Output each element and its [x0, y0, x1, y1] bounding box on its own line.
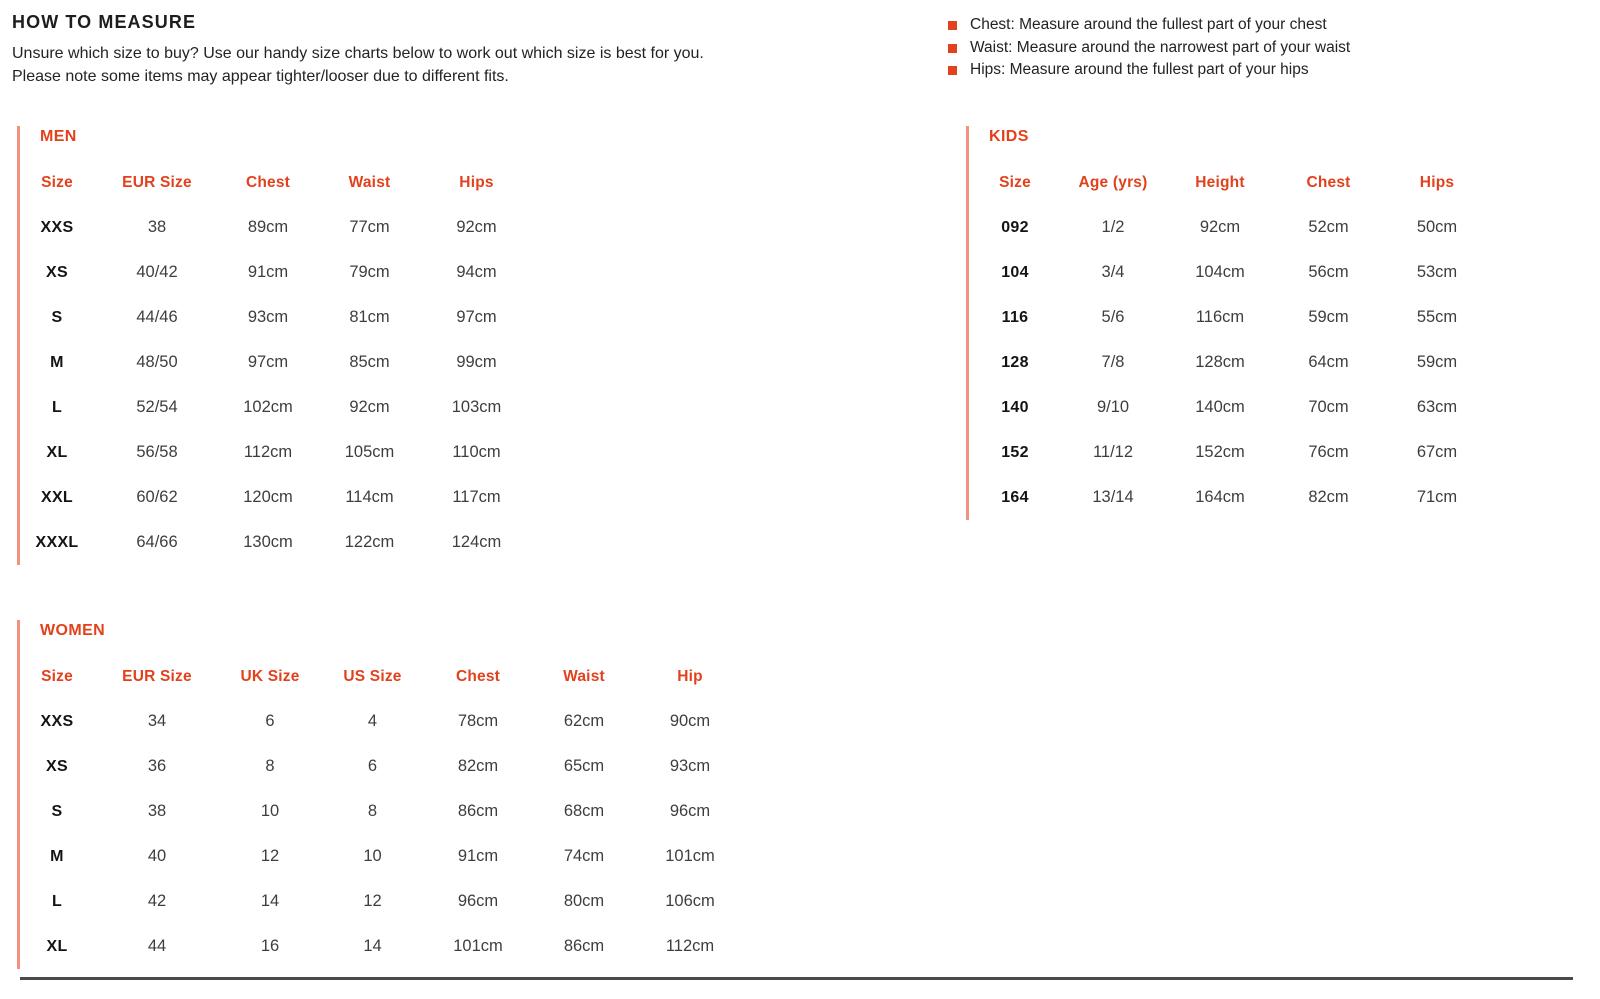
value-cell: 14	[363, 937, 382, 955]
value-cell: 74cm	[563, 847, 605, 865]
value-cell: 48/50	[136, 353, 178, 371]
size-cell: XXL	[40, 488, 74, 506]
kids-size-section	[966, 126, 1492, 520]
table-row	[969, 475, 1492, 520]
size-cell: S	[51, 308, 63, 326]
size-cell: L	[51, 398, 63, 416]
value-cell: 6	[265, 712, 275, 730]
column-header: Waist	[348, 173, 391, 191]
value-cell: 8	[265, 757, 275, 775]
value-cell: 59cm	[1308, 308, 1349, 326]
table-row	[20, 879, 743, 924]
size-cell: 152	[1001, 443, 1029, 461]
value-cell: 40	[147, 847, 167, 865]
value-cell: 86cm	[457, 802, 499, 820]
value-cell: 76cm	[1308, 443, 1349, 461]
value-cell: 116cm	[1195, 308, 1245, 326]
value-cell: 9/10	[1096, 398, 1130, 416]
column-header: Hip	[677, 667, 703, 685]
column-header: Waist	[563, 667, 605, 685]
header-row	[20, 654, 743, 699]
table-row	[969, 250, 1492, 295]
list-item	[948, 14, 1350, 37]
table-row	[20, 205, 530, 250]
value-cell: 16	[260, 937, 280, 955]
value-cell: 52/54	[136, 398, 178, 416]
column-header: Hips	[1419, 173, 1455, 191]
value-cell: 8	[367, 802, 378, 820]
square-bullet-icon	[948, 44, 957, 53]
section-title: MEN	[40, 128, 77, 145]
value-cell: 105cm	[344, 443, 395, 461]
value-cell: 34	[147, 712, 167, 730]
size-cell: M	[50, 353, 64, 371]
size-cell: 104	[1001, 263, 1029, 281]
size-cell: XXS	[40, 712, 74, 730]
column-header: EUR Size	[122, 173, 192, 191]
column-header: Size	[41, 667, 73, 685]
section-title: KIDS	[989, 128, 1029, 145]
value-cell: 44	[147, 937, 167, 955]
table-row	[20, 520, 530, 565]
column-header: Chest	[455, 667, 501, 685]
value-cell: 1/2	[1101, 218, 1125, 236]
value-cell: 91cm	[457, 847, 499, 865]
value-cell: 12	[260, 847, 280, 865]
value-cell: 44/46	[136, 308, 178, 326]
list-item	[948, 59, 1350, 82]
women-size-table	[20, 654, 743, 969]
value-cell: 112cm	[665, 937, 715, 955]
value-cell: 55cm	[1416, 308, 1458, 326]
value-cell: 70cm	[1308, 398, 1349, 416]
kids-size-table	[969, 160, 1492, 520]
value-cell: 67cm	[1416, 443, 1458, 461]
value-cell: 103cm	[451, 398, 502, 416]
value-cell: 40/42	[136, 263, 178, 281]
column-header: Height	[1195, 173, 1245, 191]
value-cell: 36	[147, 757, 167, 775]
value-cell: 52cm	[1308, 218, 1349, 236]
value-cell: 94cm	[456, 263, 497, 281]
value-cell: 152cm	[1195, 443, 1245, 461]
size-cell: XL	[46, 443, 68, 461]
value-cell: 71cm	[1416, 488, 1458, 506]
size-cell: XXXL	[35, 533, 79, 551]
value-cell: 120cm	[243, 488, 293, 506]
value-cell: 64cm	[1308, 353, 1349, 371]
table-row	[20, 295, 530, 340]
value-cell: 85cm	[349, 353, 390, 371]
value-cell: 140cm	[1195, 398, 1245, 416]
value-cell: 80cm	[563, 892, 605, 910]
square-bullet-icon	[948, 66, 957, 75]
value-cell: 78cm	[457, 712, 499, 730]
header-row	[20, 160, 530, 205]
value-cell: 42	[147, 892, 167, 910]
intro-line-1: Unsure which size to buy? Use our handy size charts below to work out which size is best for you.	[12, 45, 704, 62]
value-cell: 96cm	[457, 892, 499, 910]
men-size-section	[17, 126, 530, 565]
value-cell: 77cm	[349, 218, 390, 236]
value-cell: 5/6	[1101, 308, 1125, 326]
value-cell: 10	[260, 802, 280, 820]
column-header: Hips	[459, 173, 494, 191]
value-cell: 89cm	[247, 218, 289, 236]
value-cell: 81cm	[349, 308, 390, 326]
table-row	[969, 430, 1492, 475]
value-cell: 62cm	[563, 712, 605, 730]
table-row	[20, 744, 743, 789]
table-row	[969, 385, 1492, 430]
table-row	[20, 250, 530, 295]
table-row	[969, 295, 1492, 340]
size-cell: 092	[1001, 218, 1029, 236]
value-cell: 92cm	[1199, 218, 1241, 236]
size-cell: XXS	[40, 218, 74, 236]
tip-text: Waist: Measure around the narrowest part of your waist	[970, 38, 1351, 56]
column-header: Age (yrs)	[1078, 173, 1148, 191]
value-cell: 10	[363, 847, 382, 865]
size-cell: M	[50, 847, 64, 865]
value-cell: 90cm	[669, 712, 711, 730]
table-row	[20, 924, 743, 969]
value-cell: 53cm	[1416, 263, 1458, 281]
tip-text: Chest: Measure around the fullest part of your chest	[970, 16, 1327, 33]
table-row	[20, 789, 743, 834]
size-cell: 140	[1001, 398, 1029, 416]
value-cell: 104cm	[1195, 263, 1245, 281]
column-header: Size	[999, 173, 1031, 191]
square-bullet-icon	[948, 21, 957, 30]
value-cell: 93cm	[247, 308, 289, 326]
value-cell: 3/4	[1101, 263, 1125, 281]
value-cell: 91cm	[247, 263, 289, 281]
value-cell: 12	[363, 892, 382, 910]
value-cell: 6	[367, 757, 378, 775]
value-cell: 38	[147, 218, 167, 236]
value-cell: 101cm	[665, 847, 715, 865]
value-cell: 101cm	[453, 937, 503, 955]
table-row	[20, 475, 530, 520]
size-cell: S	[51, 802, 63, 820]
column-header: Chest	[1306, 173, 1351, 191]
list-item	[948, 37, 1350, 60]
value-cell: 117cm	[452, 488, 501, 506]
value-cell: 114cm	[345, 488, 394, 506]
tip-text: Hips: Measure around the fullest part of your hips	[970, 61, 1309, 78]
table-row	[20, 834, 743, 879]
value-cell: 59cm	[1416, 353, 1458, 371]
value-cell: 65cm	[563, 757, 605, 775]
value-cell: 4	[367, 712, 378, 730]
value-cell: 86cm	[563, 937, 605, 955]
header-row	[969, 160, 1492, 205]
women-size-section	[17, 620, 743, 969]
size-cell: XS	[46, 757, 68, 775]
value-cell: 79cm	[349, 263, 390, 281]
value-cell: 7/8	[1101, 353, 1125, 371]
size-cell: 164	[1001, 488, 1029, 506]
table-row	[20, 430, 530, 475]
value-cell: 82cm	[1308, 488, 1349, 506]
bottom-divider	[20, 977, 1573, 980]
measuring-tips-list	[948, 14, 1350, 82]
section-title: WOMEN	[40, 622, 106, 639]
value-cell: 106cm	[665, 892, 715, 910]
value-cell: 68cm	[563, 802, 605, 820]
column-header: Chest	[245, 173, 291, 191]
value-cell: 164cm	[1195, 488, 1245, 506]
size-cell: XL	[46, 937, 68, 955]
value-cell: 38	[147, 802, 167, 820]
value-cell: 11/12	[1092, 443, 1134, 461]
value-cell: 96cm	[669, 802, 711, 820]
table-row	[969, 340, 1492, 385]
table-row	[20, 699, 743, 744]
value-cell: 97cm	[247, 353, 289, 371]
value-cell: 122cm	[344, 533, 395, 551]
size-cell: 116	[1001, 308, 1029, 326]
value-cell: 56cm	[1308, 263, 1349, 281]
column-header: US Size	[343, 667, 402, 685]
value-cell: 128cm	[1195, 353, 1245, 371]
value-cell: 56/58	[136, 443, 178, 461]
value-cell: 92cm	[456, 218, 497, 236]
table-row	[969, 205, 1492, 250]
column-header: Size	[41, 173, 73, 191]
value-cell: 97cm	[456, 308, 497, 326]
value-cell: 102cm	[243, 398, 293, 416]
men-size-table	[20, 160, 530, 565]
value-cell: 50cm	[1416, 218, 1458, 236]
value-cell: 124cm	[451, 533, 502, 551]
column-header: UK Size	[240, 667, 300, 685]
size-cell: XS	[46, 263, 68, 281]
intro-text	[12, 42, 852, 88]
page-title: HOW TO MEASURE	[12, 12, 197, 32]
size-cell: L	[51, 892, 63, 910]
size-cell: 128	[1001, 353, 1029, 371]
value-cell: 99cm	[456, 353, 497, 371]
table-row	[20, 340, 530, 385]
value-cell: 93cm	[669, 757, 711, 775]
value-cell: 110cm	[452, 443, 501, 461]
value-cell: 13/14	[1092, 488, 1134, 506]
value-cell: 14	[260, 892, 280, 910]
value-cell: 130cm	[243, 533, 293, 551]
value-cell: 64/66	[136, 533, 178, 551]
table-row	[20, 385, 530, 430]
value-cell: 92cm	[349, 398, 390, 416]
page-header	[12, 12, 852, 88]
value-cell: 82cm	[457, 757, 499, 775]
value-cell: 60/62	[136, 488, 178, 506]
intro-line-2: Please note some items may appear tighter/looser due to different fits.	[12, 68, 509, 85]
value-cell: 112cm	[243, 443, 293, 461]
column-header: EUR Size	[122, 667, 192, 685]
value-cell: 63cm	[1416, 398, 1458, 416]
